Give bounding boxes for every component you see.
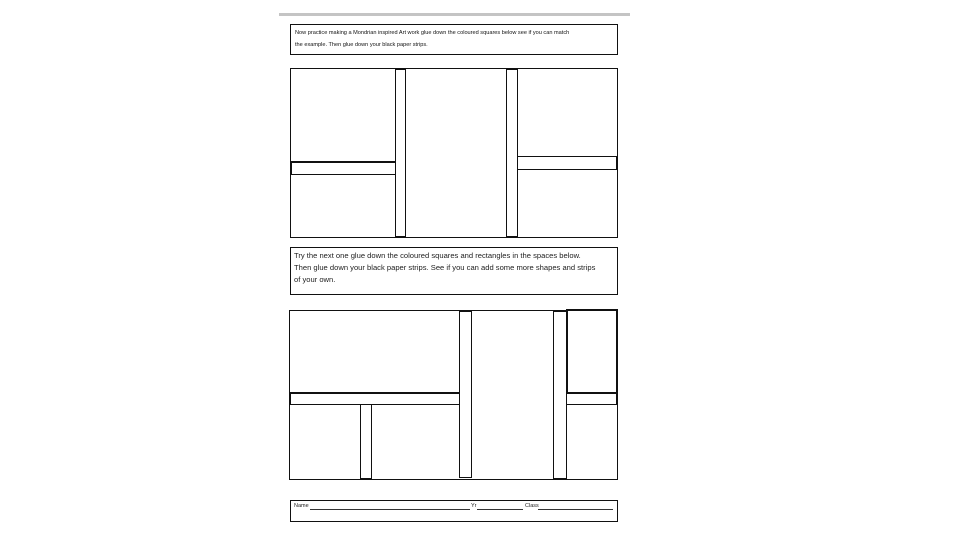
year-field[interactable] xyxy=(477,509,523,510)
grid2-horizontal-strip-right xyxy=(566,393,617,405)
class-label: Class xyxy=(525,503,539,509)
grid2-top-right-block xyxy=(566,309,618,394)
class-field[interactable] xyxy=(538,509,613,510)
instruction-1-line-2: the example. Then glue down your black paper strips. xyxy=(295,42,428,48)
instruction-box-1 xyxy=(290,24,618,55)
instruction-1-line-1: Now practice making a Mondrian inspired Art work glue down the coloured squares below see if you can match xyxy=(295,30,570,36)
mondrian-grid-2 xyxy=(289,310,618,480)
name-box xyxy=(290,500,618,522)
grid2-horizontal-strip-left xyxy=(290,392,461,405)
instruction-box-2 xyxy=(290,247,618,295)
grid2-vertical-strip-middle xyxy=(459,311,472,478)
name-field[interactable] xyxy=(310,509,470,510)
grid1-vertical-strip-left xyxy=(395,69,406,237)
instruction-2-line-1: Try the next one glue down the coloured squares and rectangles in the spaces below. xyxy=(294,251,581,260)
grid1-horizontal-strip-right xyxy=(517,156,617,170)
year-label: Yr xyxy=(471,503,477,509)
top-divider xyxy=(279,13,630,16)
instruction-2-line-2: Then glue down your black paper strips. See if you can add some more shapes and strips xyxy=(294,263,596,272)
mondrian-grid-1 xyxy=(290,68,618,238)
name-label: Name xyxy=(294,503,309,509)
grid1-horizontal-strip-left xyxy=(291,161,396,175)
grid1-vertical-strip-right xyxy=(506,69,518,237)
instruction-2-line-3: of your own. xyxy=(294,275,336,284)
grid2-vertical-strip-short xyxy=(360,404,372,479)
grid2-vertical-strip-right xyxy=(553,311,567,479)
